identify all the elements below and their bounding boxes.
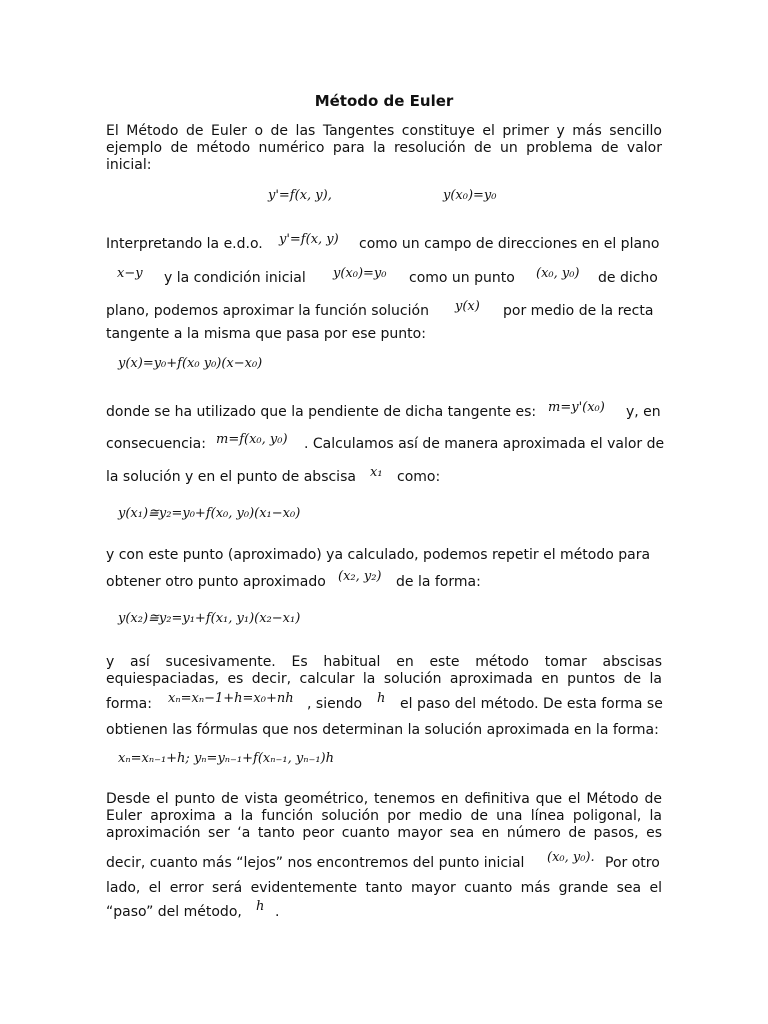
para5-text-b: forma:: [106, 696, 152, 712]
para5-text-a: y así sucesivamente. Es habitual en este método tomar abscisas equiespaciadas, es decir, calcular la solución aproximada en puntos de la: [106, 654, 662, 687]
ivp-ode-equation: y'=f(x, y),: [268, 188, 332, 203]
para3-text-c: consecuencia:: [106, 436, 206, 452]
iteration-equation: xₙ=xₙ₋₁+h; yₙ=yₙ₋₁+f(xₙ₋₁, yₙ₋₁)h: [118, 751, 334, 766]
para6-text-f: .: [275, 904, 280, 920]
y2-equation: y(x₂)≅y₂=y₁+f(x₁, y₁)(x₂−x₁): [118, 611, 301, 626]
para6-text-a: Desde el punto de vista geométrico, tenemos en definitiva que el Método de Euler aproxima a la función solución por medio de una línea poligonal, la aproximación ser ‘a tanto peor cuanto mayor sea en número de pasos, es: [106, 791, 662, 841]
para3-text-b: y, en: [626, 404, 661, 420]
y1-equation: y(x₁)≅y₂=y₀+f(x₀, y₀)(x₁−x₀): [118, 506, 301, 521]
para3-text-d: . Calculamos así de manera aproximada el valor de: [304, 436, 665, 452]
para4-text-b: obtener otro punto aproximado: [106, 574, 326, 590]
para3-text-e: la solución y en el punto de abscisa: [106, 469, 356, 485]
para2-plane-inline: x−y: [117, 266, 143, 281]
para2-text-f: plano, podemos aproximar la función solución: [106, 303, 429, 319]
para6-text-c: Por otro: [605, 855, 660, 871]
para2-text-g: por medio de la recta: [503, 303, 654, 319]
para5-xn-inline: xₙ=xₙ−1+h=x₀+nh: [168, 691, 294, 706]
tangent-equation: y(x)=y₀+f(x₀ y₀)(x−x₀): [118, 356, 263, 371]
para5-text-d: el paso del método. De esta forma se: [400, 696, 663, 712]
para3-slope-inline: m=y'(x₀): [548, 400, 605, 415]
para3-m-inline: m=f(x₀, y₀): [216, 432, 288, 447]
document-title: Método de Euler: [314, 92, 454, 110]
para6-h-inline: h: [256, 899, 265, 914]
para5-text-c: , siendo: [307, 696, 363, 712]
para4-point-inline: (x₂, y₂): [338, 569, 382, 584]
para6-text-e: “paso” del método,: [106, 904, 242, 920]
para4-text-a: y con este punto (aproximado) ya calculado, podemos repetir el método para: [106, 547, 651, 563]
para5-h-inline: h: [377, 691, 386, 706]
para3-x1-inline: x₁: [370, 465, 383, 480]
para6-point-inline: (x₀, y₀).: [547, 850, 595, 865]
para6-text-b: decir, cuanto más “lejos” nos encontremos del punto inicial: [106, 855, 525, 871]
para2-text-c: y la condición inicial: [164, 270, 306, 286]
para2-text-d: como un punto: [409, 270, 515, 286]
ivp-initial-condition: y(x₀)=y₀: [443, 188, 497, 203]
para2-cond-inline: y(x₀)=y₀: [333, 266, 387, 281]
para2-text-h: tangente a la misma que pasa por ese punto:: [106, 326, 426, 342]
para3-text-f: como:: [397, 469, 441, 485]
para6-text-d: lado, el error será evidentemente tanto mayor cuanto más grande sea el: [106, 880, 662, 896]
para3-text-a: donde se ha utilizado que la pendiente de dicha tangente es:: [106, 404, 537, 420]
para2-text-b: como un campo de direcciones en el plano: [359, 236, 660, 252]
para5-text-e: obtienen las fórmulas que nos determinan la solución aproximada en la forma:: [106, 722, 659, 738]
para4-text-c: de la forma:: [396, 574, 481, 590]
intro-paragraph: El Método de Euler o de las Tangentes constituye el primer y más sencillo ejemplo de método numérico para la resolución de un problema de valor inicial:: [106, 123, 662, 173]
para2-text-e: de dicho: [598, 270, 658, 286]
para2-sol-inline: y(x): [455, 299, 480, 314]
para2-ode-inline: y'=f(x, y): [279, 232, 339, 247]
para2-point-inline: (x₀, y₀): [536, 266, 580, 281]
para2-text-a: Interpretando la e.d.o.: [106, 236, 263, 252]
